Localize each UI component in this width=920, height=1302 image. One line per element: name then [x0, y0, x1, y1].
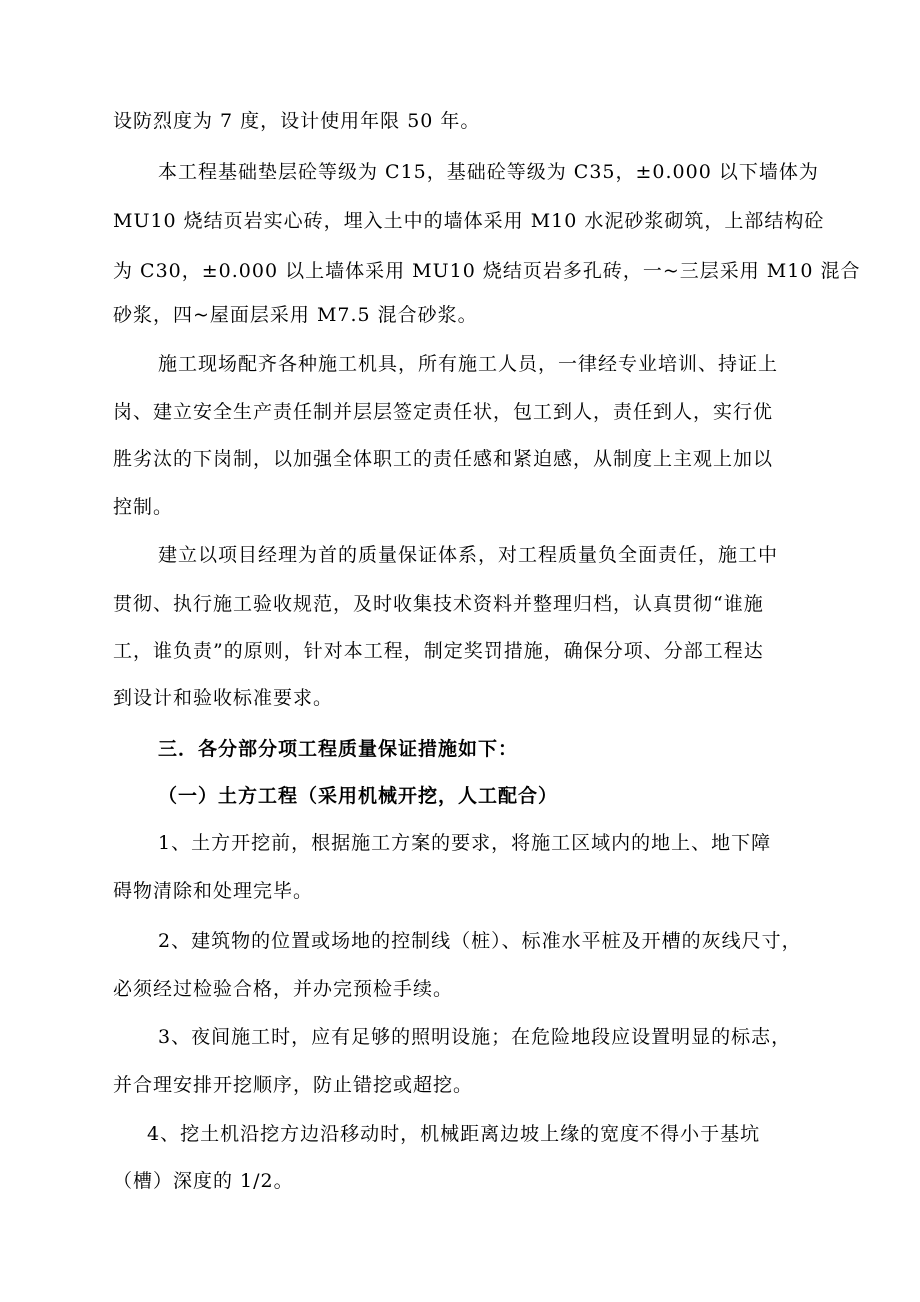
- text-line: 胜劣汰的下岗制，以加强全体职工的责任感和紧迫感，从制度上主观上加以: [113, 448, 774, 470]
- text-line: （槽）深度的 1/2。: [113, 1170, 294, 1192]
- text-line: 到设计和验收标准要求。: [113, 687, 334, 709]
- text-line: 为 C30，±0.000 以上墙体采用 MU10 烧结页岩多孔砖，一~三层采用 M10 混合: [113, 260, 861, 282]
- subsection-heading: （一）土方工程（采用机械开挖，人工配合）: [158, 785, 559, 807]
- text-line: 贯彻、执行施工验收规范，及时收集技术资料并整理归档，认真贯彻“谁施: [113, 593, 764, 615]
- text-line: 工，谁负责”的原则，针对本工程，制定奖罚措施，确保分项、分部工程达: [113, 640, 764, 662]
- text-line: 控制。: [113, 496, 174, 518]
- text-line: 并合理安排开挖顺序，防止错挖或超挖。: [113, 1074, 474, 1096]
- text-line: 岗、建立安全生产责任制并层层签定责任状，包工到人，责任到人，实行优: [113, 401, 774, 423]
- list-item-first-line: 1、土方开挖前，根据施工方案的要求，将施工区域内的地上、地下障: [158, 832, 772, 854]
- paragraph-first-line: 建立以项目经理为首的质量保证体系，对工程质量负全面责任，施工中: [158, 544, 779, 566]
- text-line: 碍物清除和处理完毕。: [113, 880, 314, 902]
- paragraph-first-line: 本工程基础垫层砼等级为 C15，基础砼等级为 C35，±0.000 以下墙体为: [158, 161, 819, 183]
- paragraph-first-line: 施工现场配齐各种施工机具，所有施工人员，一律经专业培训、持证上: [158, 353, 779, 375]
- list-item-first-line: 3、夜间施工时，应有足够的照明设施；在危险地段应设置明显的标志，: [158, 1026, 792, 1048]
- list-item-first-line: 4、挖土机沿挖方边沿移动时，机械距离边坡上缘的宽度不得小于基坑: [147, 1123, 761, 1145]
- list-item-first-line: 2、建筑物的位置或场地的控制线（桩）、标准水平桩及开槽的灰线尺寸，: [158, 930, 802, 952]
- text-line: 必须经过检验合格，并办完预检手续。: [113, 978, 454, 1000]
- text-line: 设防烈度为 7 度，设计使用年限 50 年。: [113, 110, 481, 132]
- text-line: MU10 烧结页岩实心砖，埋入土中的墙体采用 M10 水泥砂浆砌筑，上部结构砼: [113, 210, 825, 232]
- section-heading: 三．各分部分项工程质量保证措施如下：: [158, 738, 519, 760]
- text-line: 砂浆，四~屋面层采用 M7.5 混合砂浆。: [113, 304, 478, 326]
